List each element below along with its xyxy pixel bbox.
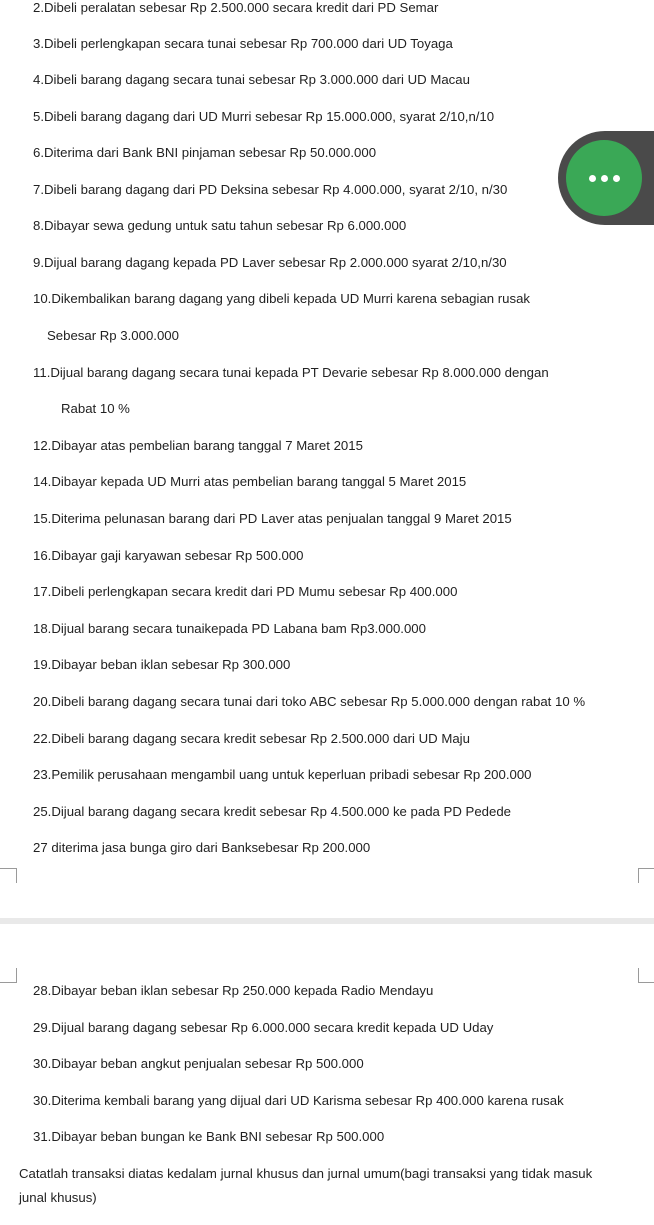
transaction-line-25: 25.Dijual barang dagang secara kredit sebesar Rp 4.500.000 ke pada PD Pedede [33, 804, 512, 819]
transaction-line-14: 14.Dibayar kepada UD Murri atas pembelian barang tanggal 5 Maret 2015 [33, 474, 467, 489]
transaction-line-15: 15.Diterima pelunasan barang dari PD Laver atas penjualan tanggal 9 Maret 2015 [33, 511, 512, 526]
transaction-line-10-cont: Sebesar Rp 3.000.000 [47, 328, 179, 343]
transaction-line-11: 11.Dijual barang dagang secara tunai kepada PT Devarie sebesar Rp 8.000.000 dengan [33, 365, 549, 380]
page-corner-mark [0, 868, 17, 883]
transaction-line-23: 23.Pemilik perusahaan mengambil uang untuk keperluan pribadi sebesar Rp 200.000 [33, 767, 532, 782]
transaction-line-4: 4.Dibeli barang dagang secara tunai sebesar Rp 3.000.000 dari UD Macau [33, 72, 470, 87]
instruction-line-1: Catatlah transaksi diatas kedalam jurnal khusus dan jurnal umum(bagi transaksi yang tidak masuk [19, 1166, 593, 1181]
transaction-line-22: 22.Dibeli barang dagang secara kredit sebesar Rp 2.500.000 dari UD Maju [33, 731, 470, 746]
transaction-line-2: 2.Dibeli peralatan sebesar Rp 2.500.000 secara kredit dari PD Semar [33, 0, 439, 15]
transaction-line-7: 7.Dibeli barang dagang dari PD Deksina sebesar Rp 4.000.000, syarat 2/10, n/30 [33, 182, 508, 197]
page-corner-mark [638, 868, 654, 883]
more-options-button[interactable] [566, 140, 642, 216]
transaction-line-20: 20.Dibeli barang dagang secara tunai dari toko ABC sebesar Rp 5.000.000 dengan rabat 10 % [33, 694, 586, 709]
transaction-line-27: 27 diterima jasa bunga giro dari Banksebesar Rp 200.000 [33, 840, 371, 855]
transaction-line-30b: 30.Diterima kembali barang yang dijual dari UD Karisma sebesar Rp 400.000 karena rusak [33, 1093, 564, 1108]
transaction-line-11-cont: Rabat 10 % [61, 401, 130, 416]
transaction-line-8: 8.Dibayar sewa gedung untuk satu tahun sebesar Rp 6.000.000 [33, 218, 407, 233]
transaction-line-12: 12.Dibayar atas pembelian barang tanggal 7 Maret 2015 [33, 438, 363, 453]
transaction-line-10: 10.Dikembalikan barang dagang yang dibeli kepada UD Murri karena sebagian rusak [33, 291, 531, 306]
transaction-line-28: 28.Dibayar beban iklan sebesar Rp 250.000 kepada Radio Mendayu [33, 983, 434, 998]
transaction-line-5: 5.Dibeli barang dagang dari UD Murri sebesar Rp 15.000.000, syarat 2/10,n/10 [33, 109, 495, 124]
transaction-line-3: 3.Dibeli perlengkapan secara tunai sebesar Rp 700.000 dari UD Toyaga [33, 36, 453, 51]
transaction-line-29: 29.Dijual barang dagang sebesar Rp 6.000.000 secara kredit kepada UD Uday [33, 1020, 494, 1035]
transaction-line-6: 6.Diterima dari Bank BNI pinjaman sebesar Rp 50.000.000 [33, 145, 377, 160]
transaction-line-31: 31.Dibayar beban bungan ke Bank BNI sebesar Rp 500.000 [33, 1129, 385, 1144]
more-horizontal-icon [589, 175, 620, 182]
page-corner-mark [638, 968, 654, 983]
page-corner-mark [0, 968, 17, 983]
transaction-line-16: 16.Dibayar gaji karyawan sebesar Rp 500.000 [33, 548, 304, 563]
transaction-line-17: 17.Dibeli perlengkapan secara kredit dari PD Mumu sebesar Rp 400.000 [33, 584, 458, 599]
transaction-line-19: 19.Dibayar beban iklan sebesar Rp 300.000 [33, 657, 291, 672]
transaction-line-9: 9.Dijual barang dagang kepada PD Laver sebesar Rp 2.000.000 syarat 2/10,n/30 [33, 255, 507, 270]
page-break-divider [0, 918, 654, 924]
transaction-line-18: 18.Dijual barang secara tunaikepada PD Labana bam Rp3.000.000 [33, 621, 426, 636]
transaction-line-30a: 30.Dibayar beban angkut penjualan sebesar Rp 500.000 [33, 1056, 364, 1071]
instruction-line-2: junal khusus) [19, 1190, 97, 1205]
